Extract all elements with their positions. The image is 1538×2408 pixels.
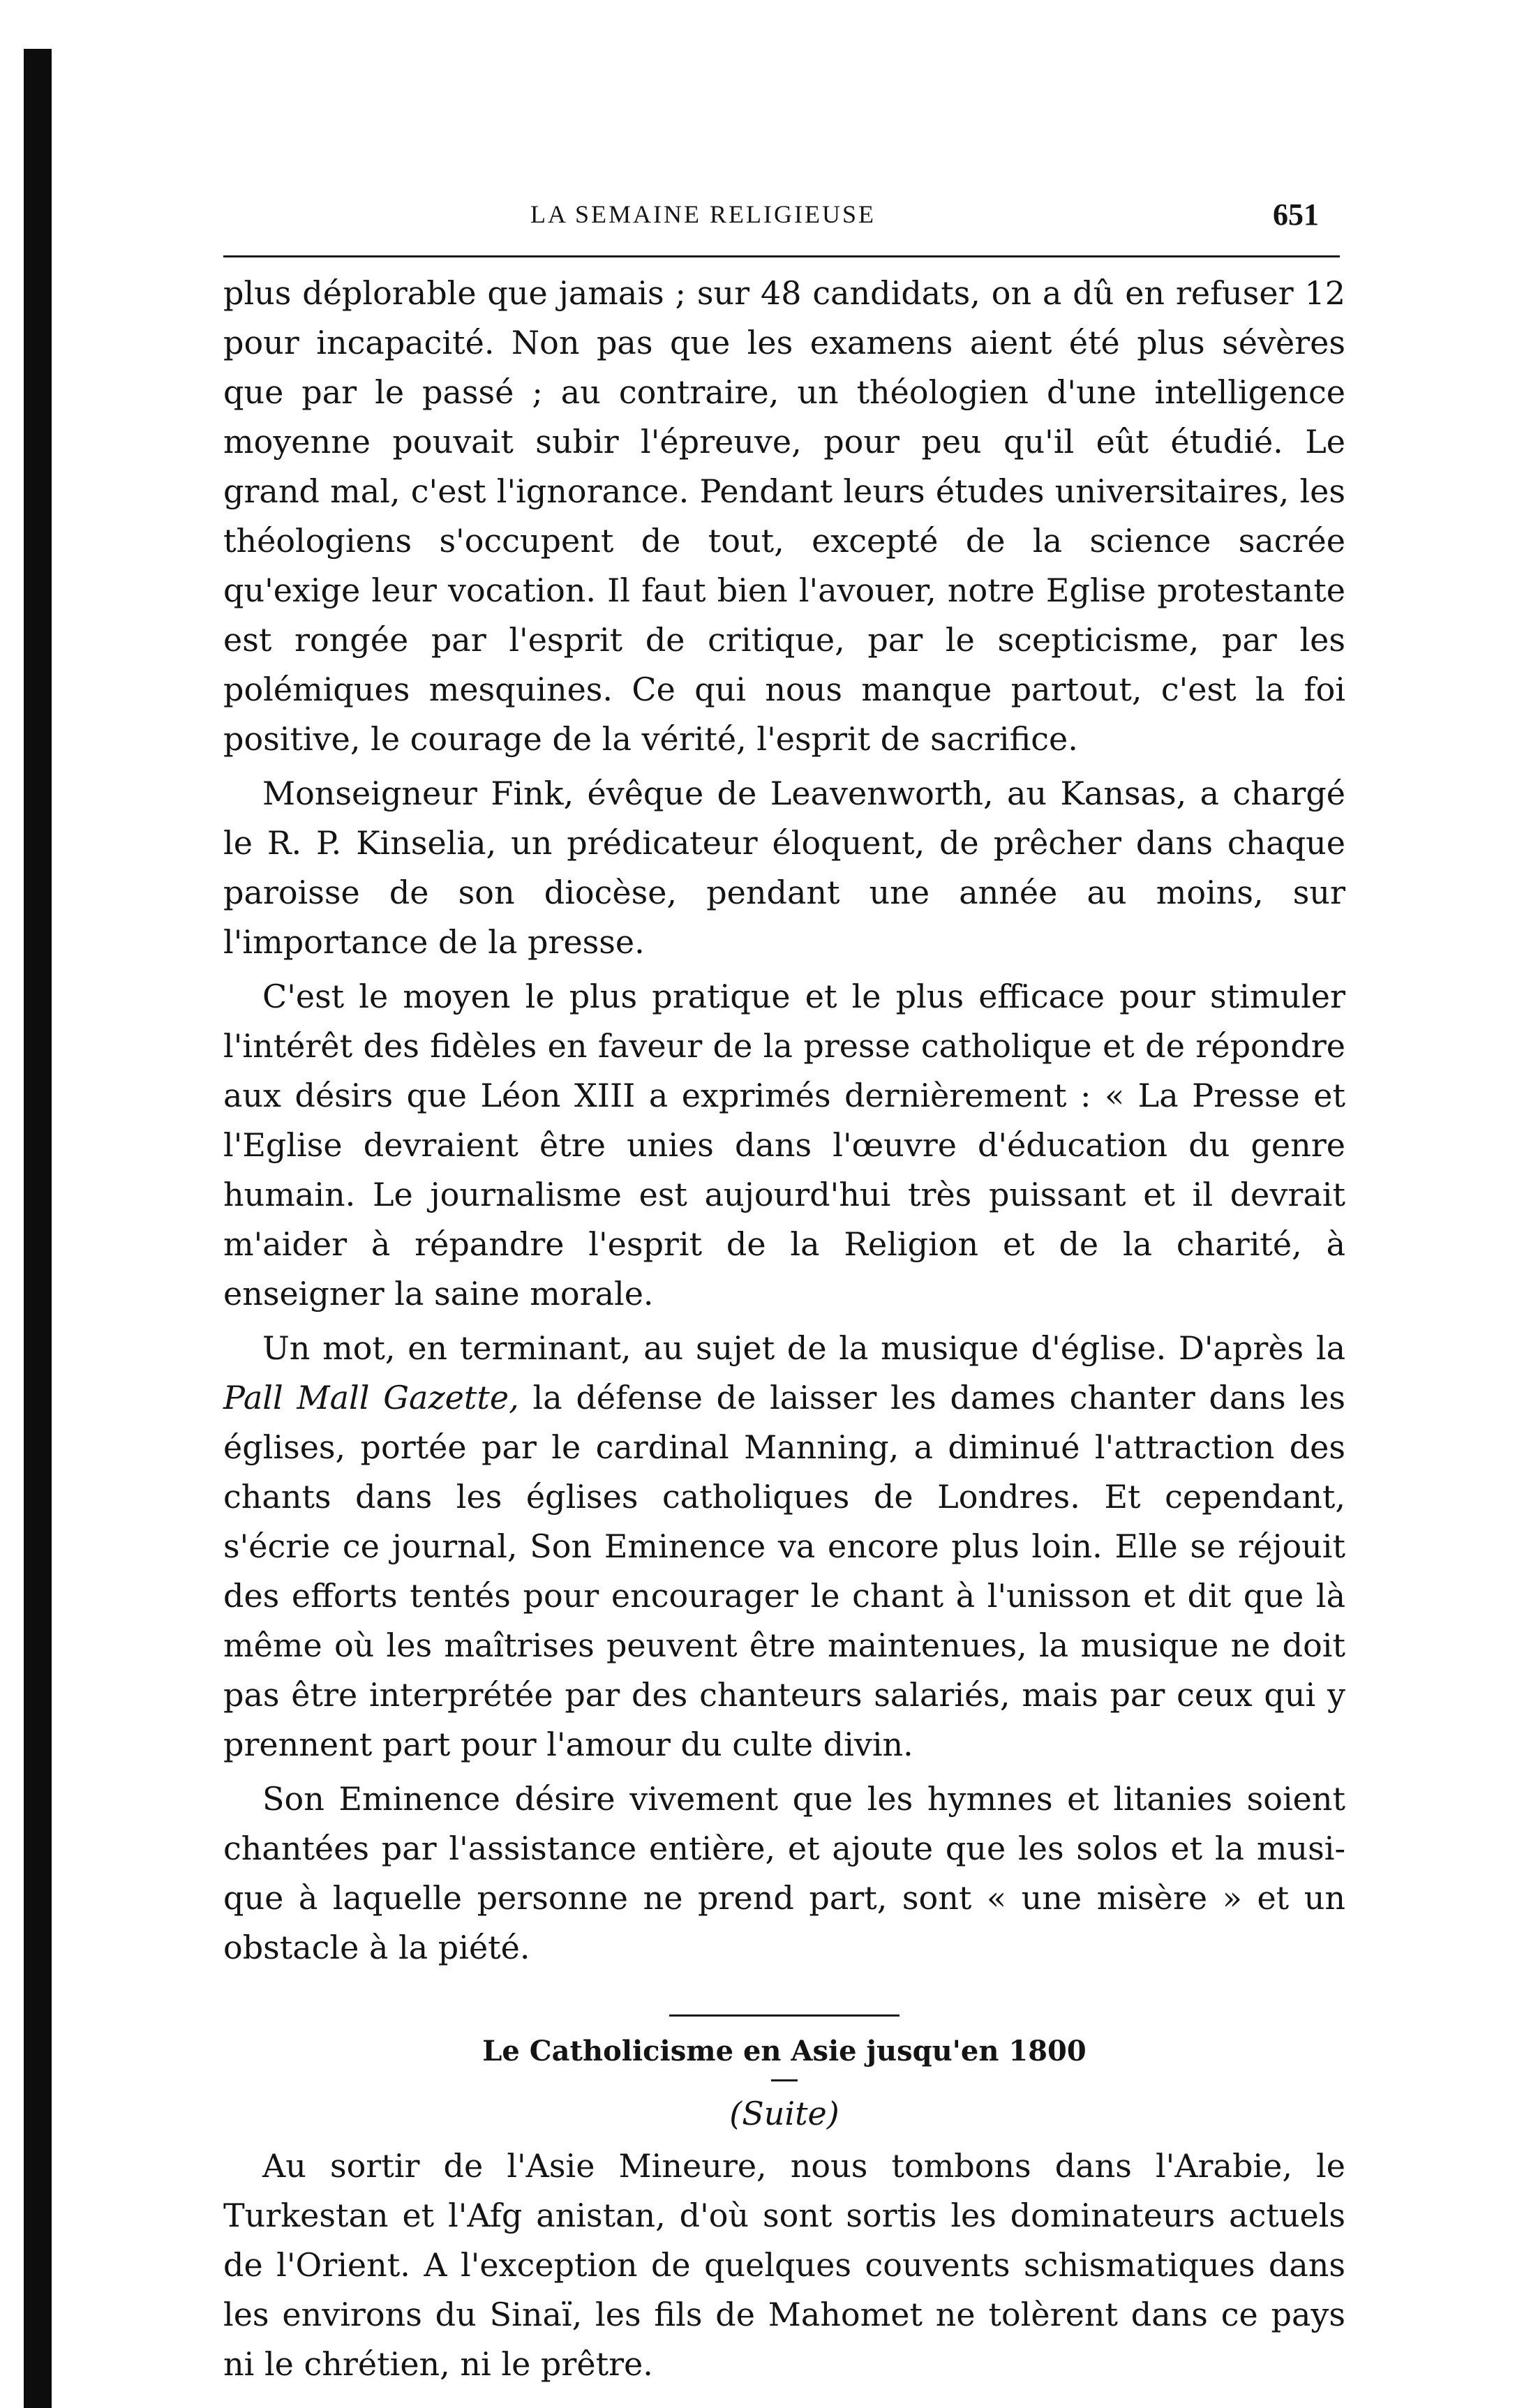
paragraph-4-start: Un mot, en terminant, au sujet de la musique d'église. D'après la <box>262 1329 1345 1367</box>
page-header <box>223 197 1340 239</box>
binding-edge <box>24 49 52 2408</box>
paragraph-1: plus déplorable que jamais ; sur 48 candidats, on a dû en refuser 12 pour incapacité. Non pas que les examens aient été plus sévères que par le passé ; au contraire, un théologien d'une intelligence moyenne pouvait subir l'épreuve, pour peu qu'il eût étudié. Le grand mal, c'est l'ignorance. Pendant leurs études universitaires, les théologiens s'occupent de tout, excepté de la science sacrée qu'exige leur vocation. Il faut bien l'avouer, notre Eglise protestante est rongée par l'esprit de critique, par le scepticisme, par les polémiques mesquines. Ce qui nous manque partout, c'est la foi positive, le courage de la vérité, l'esprit de sacrifice. <box>223 274 1345 758</box>
section-title: Le Catholicisme en Asie jusqu'en 1800 <box>482 2035 1087 2067</box>
paragraph-4-rest: la défense de laisser les dames chanter dans les églises, portée par le cardinal Manning, a diminué l'attraction des chants dans les églises catholiques de Londres. Et cependant, s'écrie ce journal, Son Eminence va encore plus loin. Elle se réjouit des efforts tentés pour encourager le chant à l'unisson et dit que là même où les maîtrises peuvent être maintenues, la musique ne doit pas être interprétée par des chanteurs salariés, mais par ceux qui y prennent part pour l'amour du culte divin. <box>223 1379 1345 1763</box>
newspaper-title: Pall Mall Gazette, <box>223 1379 519 1416</box>
paragraph-5: Son Eminence désire vivement que les hymnes et litanies soient chantées par l'assistance entière, et ajoute que les solos et la musique à laquelle personne ne prend part, sont « une misère » et un obstacle à la piété. <box>223 1780 1345 1966</box>
paragraph-4 <box>223 1324 1345 1770</box>
page-number: 651 <box>1273 197 1319 232</box>
running-head: LA SEMAINE RELIGIEUSE <box>530 200 876 228</box>
section-divider <box>669 2014 899 2017</box>
title-dash <box>771 2079 798 2081</box>
paragraph-3: C'est le moyen le plus pratique et le plus efficace pour stimuler l'intérêt des fidèles en faveur de la presse catholique et de répondre aux désirs que Léon XIII a exprimés dernièrement : « La Presse et l'Eglise devraient être unies dans l'œuvre d'éducation du genre humain. Le journalisme est aujourd'hui très puissant et il devrait m'aider à répandre l'esprit de la Religion et de la charité, à enseigner la saine morale. <box>223 978 1345 1313</box>
header-rule <box>223 255 1340 257</box>
section-paragraph: Au sortir de l'Asie Mineure, nous tombons dans l'Arabie, le Turkestan et l'Afg anistan, d'où sont sortis les dominateurs actuels de l'Orient. A l'exception de quelques couvents schismatiques dans les environs du Sinaï, les fils de Mahomet ne tolèrent dans ce pays ni le chrétien, ni le prêtre. <box>223 2147 1345 2383</box>
section-subtitle: (Suite) <box>729 2095 839 2132</box>
body-text <box>223 269 1345 2394</box>
paragraph-2: Monseigneur Fink, évêque de Leavenworth, au Kansas, a chargé le R. P. Kinselia, un prédicateur éloquent, de prêcher dans chaque paroisse de son diocèse, pendant une année au moins, sur l'importance de la presse. <box>223 775 1345 961</box>
